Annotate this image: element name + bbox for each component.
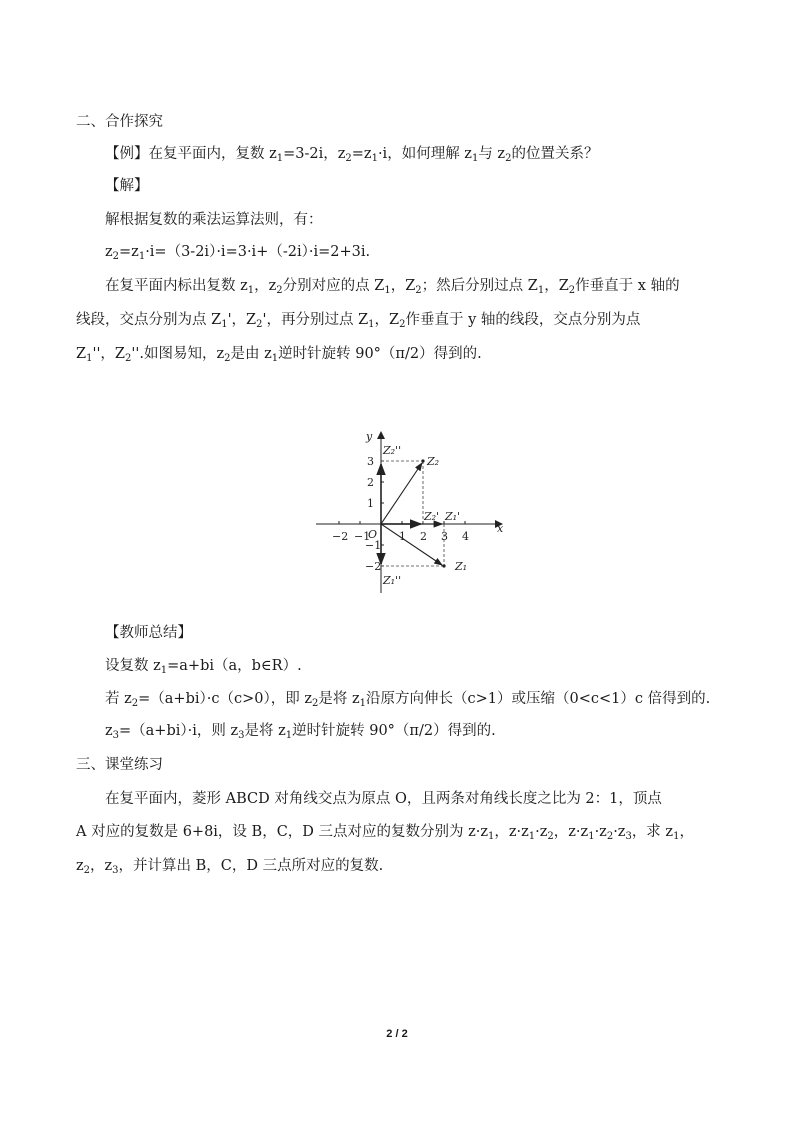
summary-line-1: 设复数 $z_1=a+bi(a$，b∈R）.	[105, 658, 302, 676]
point-z2	[421, 459, 424, 462]
y-tick-label-minus-2: −2	[365, 560, 382, 573]
example-label: 【例】	[105, 146, 149, 162]
solution-intro: 解根据复数的乘法运算法则，有：	[105, 212, 323, 228]
y-tick-label-minus-1: −1	[365, 539, 382, 552]
y-axis-label: y	[366, 430, 373, 443]
teacher-summary-label: 【教师总结】	[105, 625, 192, 641]
z2-vector	[381, 463, 422, 524]
label-z2: Z₂	[427, 455, 440, 468]
solution-equation: $z_2=z_1\cdot i=(3-2i)\cdot i=3\cdot i+(-2i)\cdot i=2+3i$.	[105, 244, 371, 262]
example-problem: 【例】在复平面内，复数 $z_1=3-2i$，$z_2=z_1\cdot i$，如何理解 $z_1$与 $z_2$的位置关系？	[105, 146, 599, 164]
x-tick-label-minus-2: −2	[332, 530, 349, 543]
label-z2-prime: Z₂'	[424, 510, 440, 523]
x-tick-label-3: 3	[441, 530, 448, 543]
x-tick-label-1: 1	[399, 530, 406, 543]
summary-line-3: $z_3=(a+bi)\cdot i$，则 $z_3$是将 $z_1$逆时针旋转 90°（π/2）得到的.	[105, 723, 496, 741]
x-tick-label-2: 2	[420, 530, 427, 543]
x-tick-label-4: 4	[462, 530, 469, 543]
y-tick-label-2: 2	[367, 476, 374, 489]
section-heading-cooperative-inquiry: 二、合作探究	[76, 114, 163, 130]
solution-paragraph-line-3: $Z_1''$，$Z_2''$.如图易知，$z_2$是由 $z_1$逆时针旋转 90°（π/2）得到的.	[76, 346, 482, 364]
complex-plane-diagram	[312, 428, 508, 598]
page-number: 2 / 2	[386, 1028, 408, 1040]
exercise-line-2: A 对应的复数是 6+8i，设 B，C，D 三点对应的复数分别为 $z\cdot z_1$，$z\cdot z_1\cdot z_2$，$z\cdot z_1\cdot z_2\cdot z_3$，求 $z_1$，	[76, 824, 694, 842]
complex-plane-figure	[312, 428, 508, 598]
exercise-line-3: $z_2$，$z_3$，并计算出 B，C，D 三点所对应的复数.	[76, 858, 384, 876]
label-z1-double-prime: Z₁''	[383, 574, 402, 587]
z1-vector	[381, 524, 442, 565]
x-axis-label: x	[497, 522, 504, 535]
summary-line-2: 若 $z_2=(a+bi)\cdot c(c>0)$，即 $z_2$是将 $z_1$沿原方向伸长（c>1）或压缩（0<c<1）c 倍得到的.	[105, 691, 711, 709]
y-tick-label-3: 3	[367, 455, 374, 468]
solution-paragraph-line-1: 在复平面内标出复数 $z_1$，$z_2$分别对应的点 $Z_1$，$Z_2$；然后分别过点 $Z_1$，$Z_2$作垂直于 x 轴的	[105, 278, 680, 296]
exercise-line-1: 在复平面内，菱形 ABCD 对角线交点为原点 O，且两条对角线长度之比为 2：1，顶点	[105, 791, 662, 807]
section-heading-classroom-practice: 三、课堂练习	[76, 757, 163, 773]
label-z1: Z₁	[455, 560, 468, 573]
label-z1-prime: Z₁'	[445, 510, 461, 523]
label-z2-double-prime: Z₂''	[383, 444, 402, 457]
solution-paragraph-line-2: 线段，交点分别为点 $Z_1'$，$Z_2'$，再分别过点 $Z_1$，$Z_2$作垂直于 y 轴的线段，交点分别为点	[76, 312, 641, 330]
x-tick-label-minus-1: −1	[354, 530, 371, 543]
origin-label: O	[368, 528, 378, 541]
y-tick-label-1: 1	[367, 497, 374, 510]
point-z1	[442, 564, 445, 567]
solution-label: 【解】	[105, 178, 149, 194]
